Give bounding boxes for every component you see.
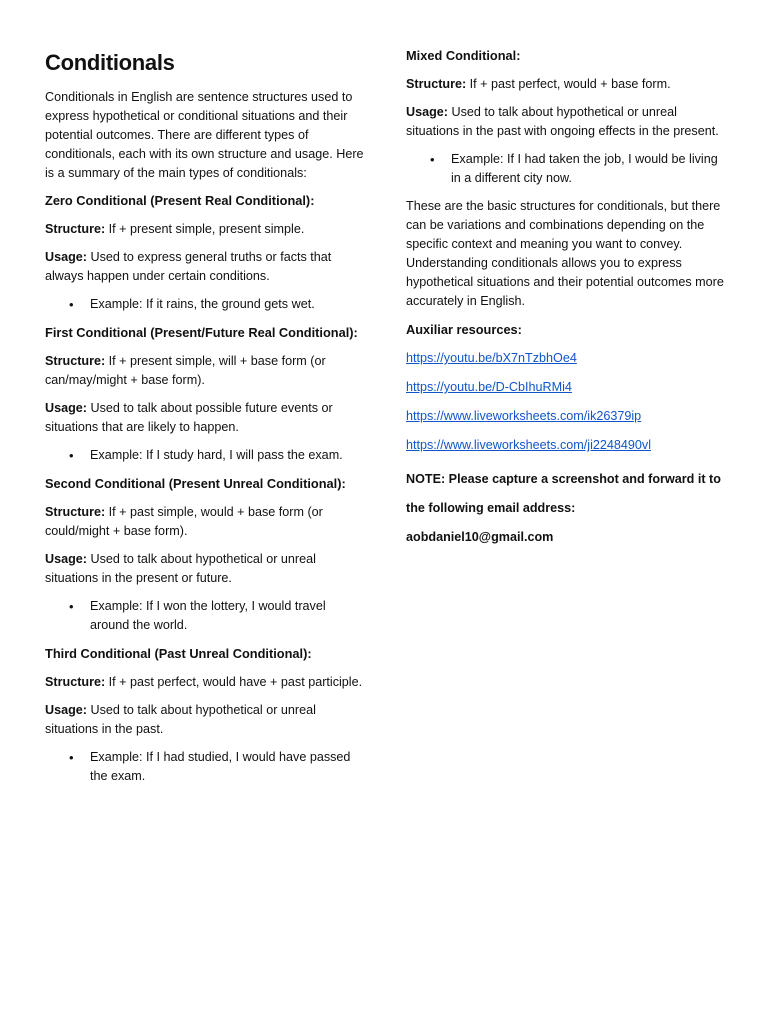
left-column: [45, 44, 365, 795]
structure-label: Structure:: [45, 354, 106, 368]
structure-label: Structure:: [45, 675, 106, 689]
usage-line: [45, 550, 365, 588]
example-item: • Example: If I had studied, I would have passed the exam.: [90, 748, 365, 786]
example-list: [45, 446, 365, 465]
usage-label: Usage:: [45, 703, 87, 717]
section-first-conditional: [45, 323, 365, 465]
example-list: [406, 150, 724, 188]
example-item: • Example: If I had taken the job, I would be living in a different city now.: [451, 150, 724, 188]
structure-line: [45, 673, 365, 692]
section-heading: Second Conditional (Present Unreal Conditional):: [45, 476, 346, 491]
structure-line: [45, 220, 365, 239]
usage-line: [45, 399, 365, 437]
closing-paragraph: These are the basic structures for conditionals, but there can be variations and combinations depending on the specific context and meaning you want to convey. Understanding conditionals allows you to express hypothetical situations and their potential outcomes more accurately in English.: [406, 199, 724, 308]
usage-label: Usage:: [45, 401, 87, 415]
usage-text: Used to express general truths or facts that always happen under certain conditions.: [45, 250, 332, 283]
usage-text: Used to talk about hypothetical or unreal situations in the present or future.: [45, 552, 316, 585]
section-mixed-conditional: [406, 46, 724, 188]
structure-label: Structure:: [406, 77, 467, 91]
structure-text: If + past simple, would + base form (or could/might + base form).: [45, 505, 323, 538]
structure-text: If + present simple, present simple.: [105, 222, 305, 236]
note-line-1: NOTE: Please capture a screenshot and forward it to: [406, 472, 721, 486]
example-item: • Example: If I won the lottery, I would travel around the world.: [90, 597, 365, 635]
right-column: [406, 44, 724, 552]
structure-text: If + past perfect, would + base form.: [466, 77, 671, 91]
example-list: [45, 597, 365, 635]
resources-heading: Auxiliar resources:: [406, 322, 522, 337]
intro-paragraph: Conditionals in English are sentence structures used to express hypothetical or conditional situations and their potential outcomes. There are different types of conditionals, each with its own structure and usage. Here is a summary of the main types of conditionals:: [45, 90, 364, 180]
section-heading: Mixed Conditional:: [406, 48, 521, 63]
usage-text: Used to talk about hypothetical or unreal situations in the past with ongoing effects in the present.: [406, 105, 719, 138]
section-heading: Third Conditional (Past Unreal Conditional):: [45, 646, 312, 661]
usage-text: Used to talk about hypothetical or unreal situations in the past.: [45, 703, 316, 736]
section-heading: Zero Conditional (Present Real Conditional):: [45, 193, 315, 208]
structure-line: [45, 352, 365, 390]
usage-line: [45, 701, 365, 739]
usage-label: Usage:: [406, 105, 448, 119]
resource-link-worksheet-1[interactable]: https://www.liveworksheets.com/ik26379ip: [406, 409, 642, 423]
usage-label: Usage:: [45, 250, 87, 264]
section-zero-conditional: [45, 191, 365, 314]
note-line-2: the following email address: aobdaniel10@gmail.com: [406, 501, 576, 544]
section-second-conditional: [45, 474, 365, 635]
usage-line: [406, 103, 724, 141]
example-item: • Example: If it rains, the ground gets wet.: [90, 295, 365, 314]
section-third-conditional: [45, 644, 365, 786]
section-heading: First Conditional (Present/Future Real Conditional):: [45, 325, 358, 340]
resource-link-worksheet-2[interactable]: https://www.liveworksheets.com/ji2248490vl: [406, 438, 651, 452]
usage-text: Used to talk about possible future events or situations that are likely to happen.: [45, 401, 333, 434]
structure-line: [45, 503, 365, 541]
structure-text: If + past perfect, would have + past participle.: [105, 675, 363, 689]
example-list: [45, 295, 365, 314]
structure-text: If + present simple, will + base form (or can/may/might + base form).: [45, 354, 326, 387]
structure-label: Structure:: [45, 505, 106, 519]
usage-label: Usage:: [45, 552, 87, 566]
resource-link-youtube-1[interactable]: https://youtu.be/bX7nTzbhOe4: [406, 351, 577, 365]
resource-link-youtube-2[interactable]: https://youtu.be/D-CbIhuRMi4: [406, 380, 572, 394]
structure-line: [406, 75, 724, 94]
usage-line: [45, 248, 365, 286]
structure-label: Structure:: [45, 222, 106, 236]
page-title: Conditionals: [45, 50, 175, 75]
example-item: • Example: If I study hard, I will pass the exam.: [90, 446, 365, 465]
example-list: [45, 748, 365, 786]
